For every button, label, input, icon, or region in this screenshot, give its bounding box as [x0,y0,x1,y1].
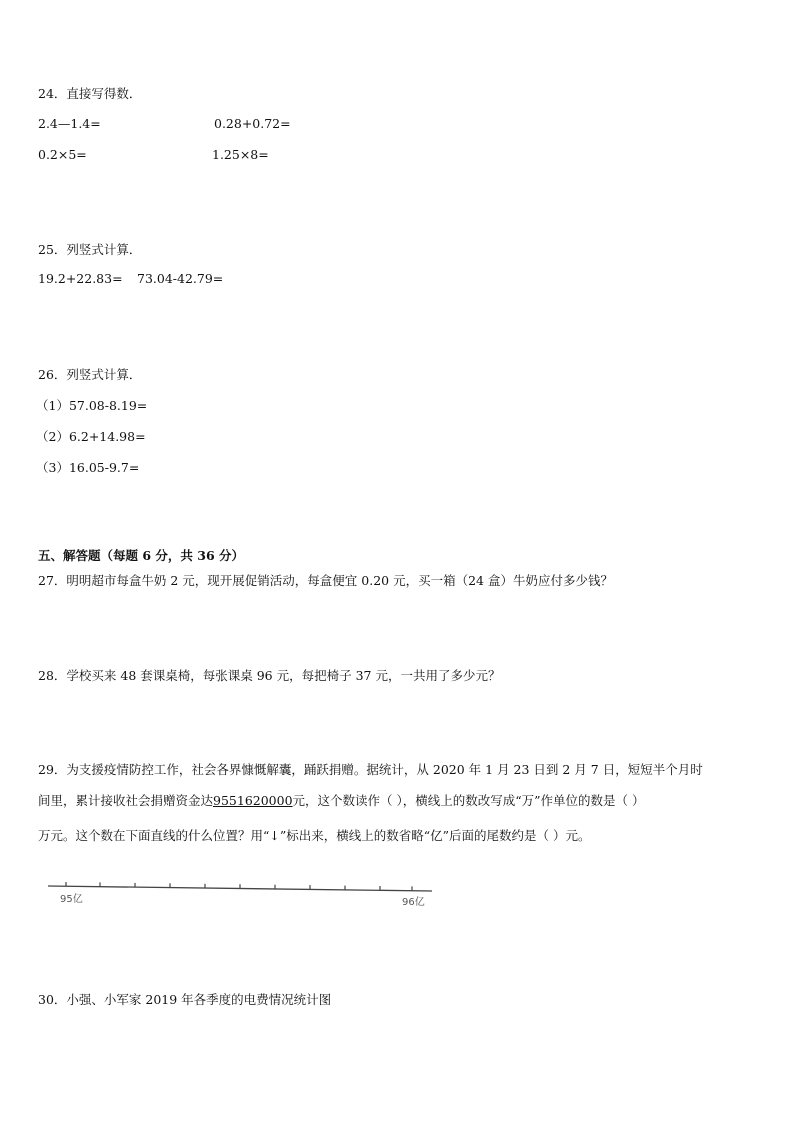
q26-item-2: （2）6.2+14.98= [36,429,146,444]
axis-label-right: 96亿 [402,897,425,908]
q25-b: 73.04-42.79= [137,271,224,286]
q24-c: 0.2×5= [38,147,87,162]
q29-line-2 [38,791,645,809]
q29-number: 9551620000 [213,793,293,808]
q29-line-1: 29．为支援疫情防控工作，社会各界慷慨解囊，踊跃捐赠。据统计，从 2020 年 1 月 23 日到 2 月 7 日，短短半个月时 [38,762,703,777]
q24-b: 0.28+0.72= [214,116,291,131]
q27-text: 27．明明超市每盒牛奶 2 元，现开展促销活动，每盒便宜 0.20 元，买一箱（24 盒）牛奶应付多少钱？ [38,573,613,588]
q25-a: 19.2+22.83= [38,271,123,286]
section-5-title: 五、解答题（每题 6 分，共 36 分） [38,548,245,563]
q24-title: 24．直接写得数． [38,86,142,101]
q25-title: 25．列竖式计算． [38,242,142,257]
number-line [46,872,446,912]
q26-item-1: （1）57.08-8.19= [36,398,148,413]
q29-line-2-post: 元，这个数读作（ ），横线上的数改写成“万”作单位的数是（ ） [292,793,645,808]
q26-item-3: （3）16.05-9.7= [36,460,140,475]
q24-a: 2.4—1.4= [38,116,101,131]
q29-line-3: 万元。这个数在下面直线的什么位置？用“↓”标出来，横线上的数省略“亿”后面的尾数约是（ ）元。 [38,828,591,843]
q29-line-2-pre: 间里，累计接收社会捐赠资金达 [38,793,214,808]
axis-label-left: 95亿 [60,894,83,905]
q24-d: 1.25×8= [212,147,269,162]
q28-text: 28．学校买来 48 套课桌椅，每张课桌 96 元，每把椅子 37 元，一共用了多少元？ [38,668,501,683]
q30-text: 30．小强、小军家 2019 年各季度的电费情况统计图 [38,992,332,1007]
q26-title: 26．列竖式计算． [38,367,142,382]
